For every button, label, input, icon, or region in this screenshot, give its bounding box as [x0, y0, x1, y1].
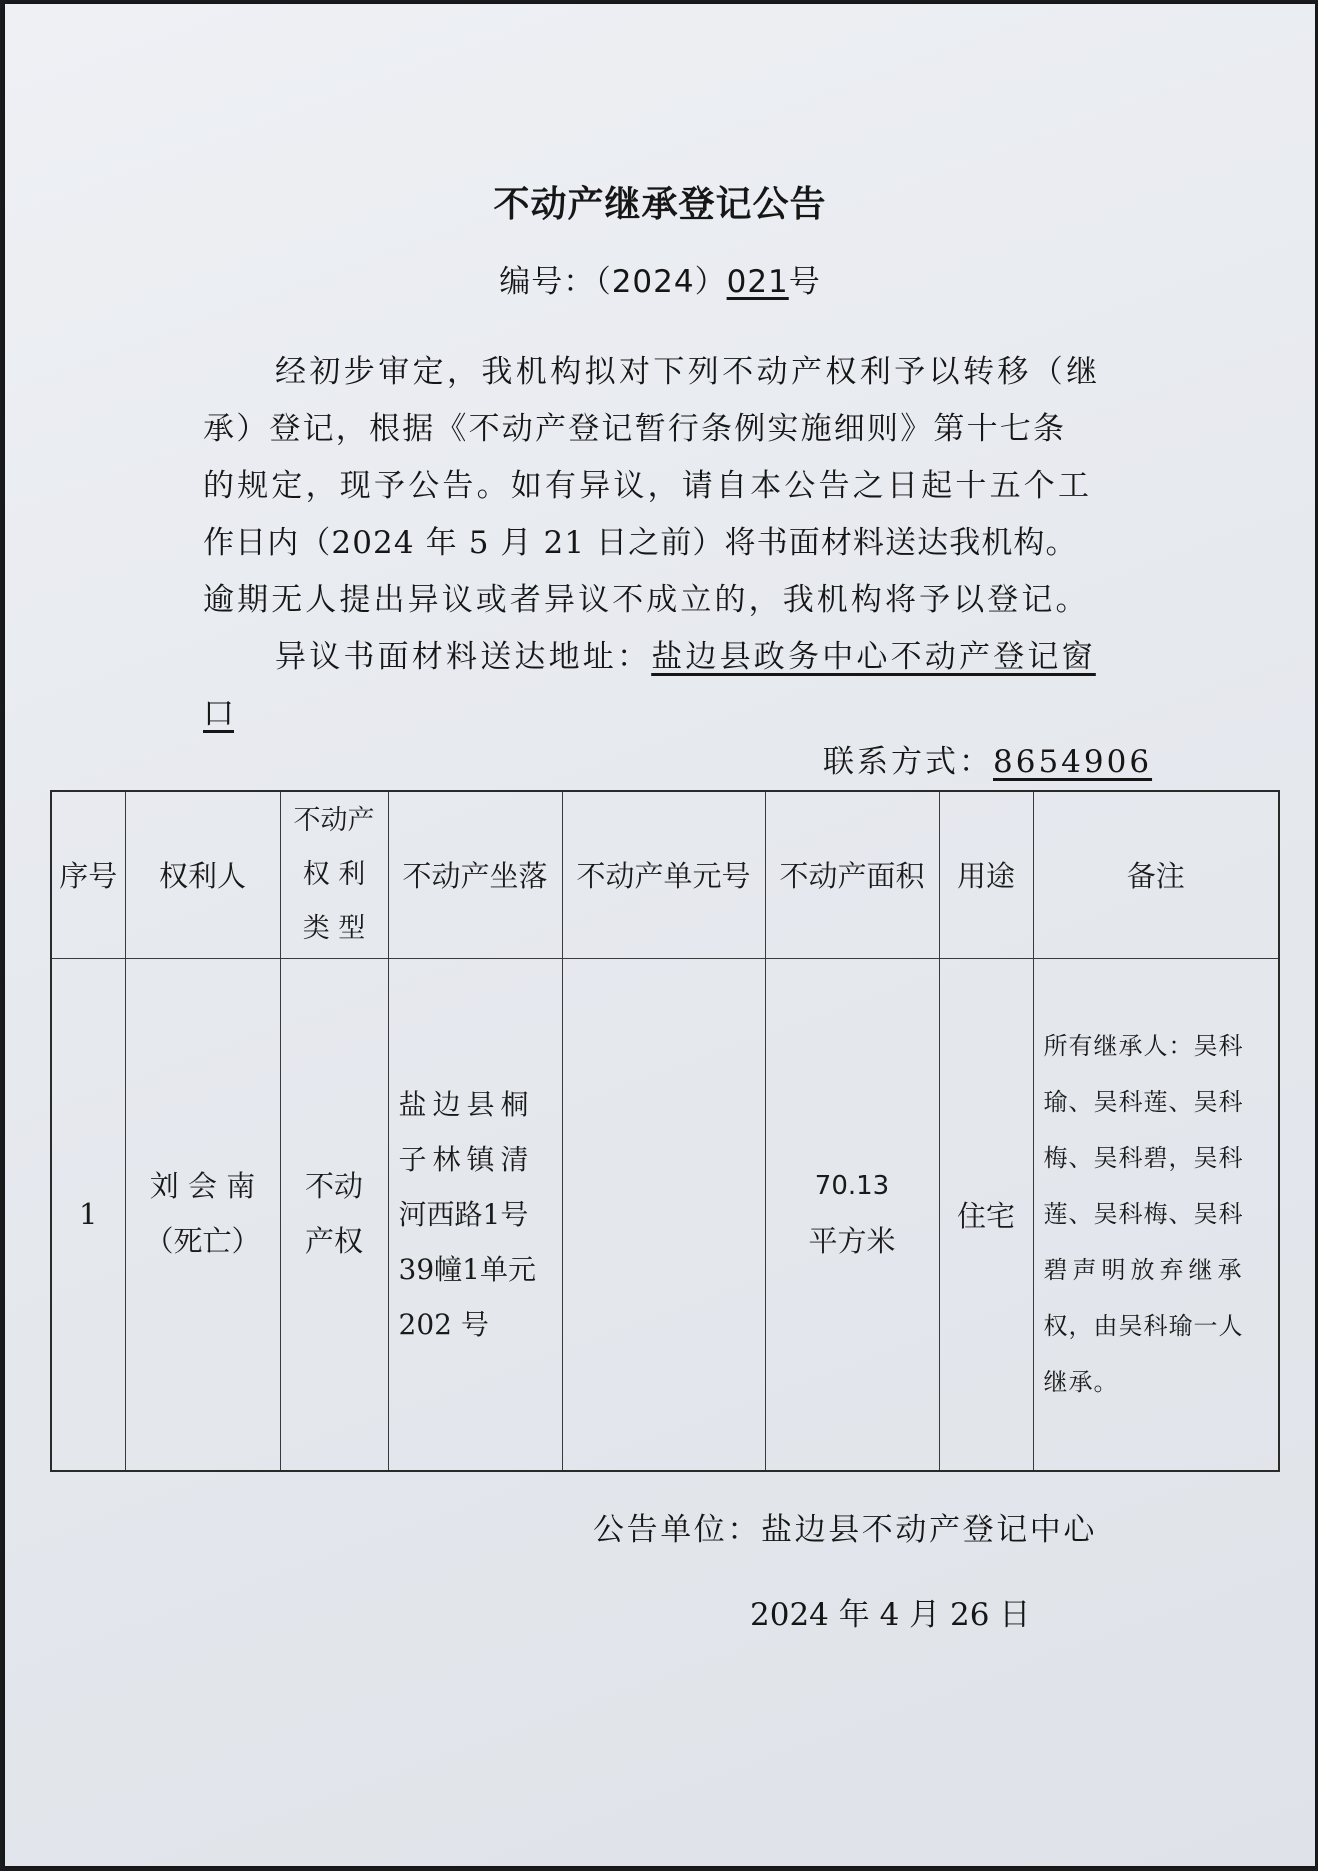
- cell-location-line-5: 202 号: [398, 1307, 489, 1341]
- document-number: [5, 256, 1315, 301]
- document-page: [5, 4, 1315, 1866]
- header-unit-no: 不动产单元号: [562, 791, 765, 958]
- contact-value: 8654906: [993, 744, 1153, 780]
- objection-address-value-cont: 口: [203, 696, 234, 732]
- header-seq: 序号: [51, 791, 125, 958]
- cell-holder: [125, 958, 280, 1471]
- cell-unit-no: [562, 958, 765, 1471]
- cell-notes-line-4: 莲、吴科梅、吴科: [1043, 1200, 1244, 1229]
- body-line-2: 承）登记，根据《不动产登记暂行条例实施细则》第十七条: [203, 411, 1067, 447]
- contact-line: [823, 742, 1152, 782]
- document-title: 不动产继承登记公告: [493, 184, 827, 225]
- body-line-4: 作日内（2024 年 5 月 21 日之前）将书面材料送达我机构。: [203, 525, 1078, 561]
- table-header-row: [51, 791, 1279, 958]
- cell-notes-line-6: 权，由吴科瑜一人: [1043, 1312, 1244, 1341]
- body-line-1: 经初步审定，我机构拟对下列不动产权利予以转移（继: [275, 354, 1101, 390]
- document-number-value: 021: [726, 264, 789, 300]
- objection-address-label: 异议书面材料送达地址：: [275, 639, 652, 675]
- header-location: 不动产坐落: [388, 791, 562, 958]
- cell-area-value: 70.13: [814, 1171, 890, 1202]
- header-use: 用途: [939, 791, 1033, 958]
- cell-right-type: [280, 958, 388, 1471]
- cell-right-type-line-2: 产权: [304, 1224, 363, 1259]
- header-holder: 权利人: [125, 791, 280, 958]
- objection-address-value: 盐边县政务中心不动产登记窗: [651, 639, 1096, 675]
- cell-location-line-3: 河西路1号: [398, 1197, 529, 1231]
- cell-notes: [1033, 958, 1279, 1471]
- cell-use: 住宅: [939, 958, 1033, 1471]
- cell-holder-status: （死亡）: [144, 1224, 261, 1259]
- cell-holder-name: 刘 会 南: [149, 1169, 256, 1204]
- property-table: [50, 790, 1280, 1472]
- issue-date: 2024 年 4 月 26 日: [750, 1597, 1031, 1633]
- document-number-suffix: 号: [788, 264, 821, 300]
- cell-location: [388, 958, 562, 1471]
- header-right-type-line-1: 不动产: [293, 804, 375, 836]
- cell-area: [765, 958, 939, 1471]
- document-number-prefix: 编号：（2024）: [499, 264, 727, 300]
- cell-notes-line-7: 继承。: [1043, 1368, 1119, 1397]
- cell-notes-line-3: 梅、吴科碧，吴科: [1043, 1144, 1244, 1173]
- header-right-type-line-2: 权 利: [302, 858, 366, 890]
- objection-address-line: [275, 637, 1096, 677]
- body-line-5: 逾期无人提出异议或者异议不成立的，我机构将予以登记。: [203, 582, 1090, 618]
- cell-right-type-line-1: 不动: [304, 1169, 363, 1204]
- issuer-line: 公告单位：盐边县不动产登记中心: [593, 1512, 1097, 1548]
- body-line-3: 的规定，现予公告。如有异议，请自本公告之日起十五个工: [203, 468, 1093, 504]
- header-right-type: [280, 791, 388, 958]
- table-row: [51, 958, 1279, 1471]
- cell-location-line-1: 盐边县桐: [398, 1087, 535, 1121]
- cell-seq: 1: [51, 958, 125, 1471]
- header-notes: 备注: [1033, 791, 1279, 958]
- cell-location-line-2: 子林镇清: [398, 1142, 535, 1176]
- cell-location-line-4: 39幢1单元: [398, 1252, 536, 1286]
- cell-notes-line-5: 碧声明放弃继承: [1043, 1256, 1247, 1285]
- cell-area-unit: 平方米: [808, 1224, 896, 1259]
- header-right-type-line-3: 类 型: [302, 912, 366, 944]
- header-area: 不动产面积: [765, 791, 939, 958]
- objection-address-line-2: [203, 694, 234, 734]
- cell-notes-line-1: 所有继承人：吴科: [1043, 1032, 1244, 1061]
- cell-notes-line-2: 瑜、吴科莲、吴科: [1043, 1088, 1244, 1117]
- contact-label: 联系方式：: [823, 744, 993, 780]
